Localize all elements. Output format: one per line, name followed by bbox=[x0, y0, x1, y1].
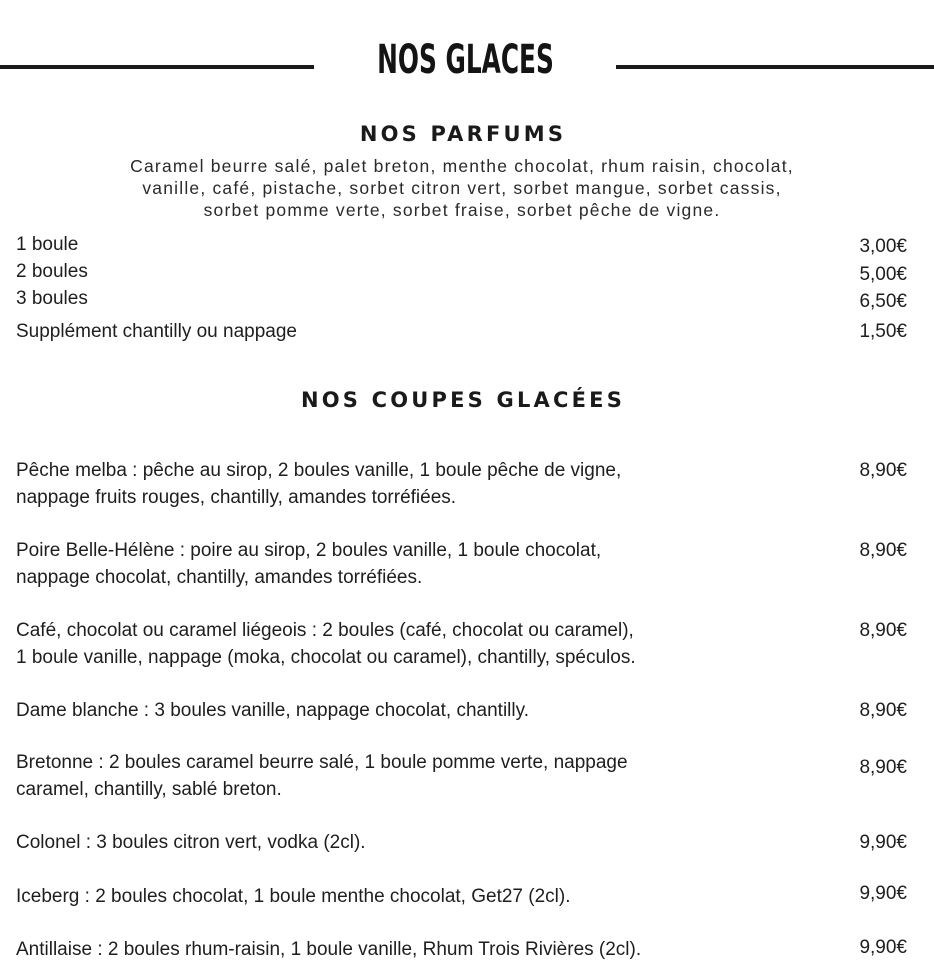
coupe-desc-line: Café, chocolat ou caramel liégeois : 2 boules (café, chocolat ou caramel), bbox=[16, 620, 634, 641]
coupe-price: 8,90€ bbox=[859, 757, 907, 778]
coupe-desc-line: Colonel : 3 boules citron vert, vodka (2cl). bbox=[16, 832, 366, 853]
coupe-desc-line: Dame blanche : 3 boules vanille, nappage chocolat, chantilly. bbox=[16, 700, 529, 721]
flavors-line: Caramel beurre salé, palet breton, menthe chocolat, rhum raisin, chocolat, bbox=[130, 156, 794, 176]
coupe-price: 9,90€ bbox=[859, 883, 907, 904]
coupe-price: 8,90€ bbox=[859, 620, 907, 641]
coupe-price: 8,90€ bbox=[859, 460, 907, 481]
coupe-desc-line: nappage chocolat, chantilly, amandes torréfiées. bbox=[16, 567, 423, 588]
coupe-description bbox=[16, 749, 806, 803]
coupe-description bbox=[16, 457, 806, 511]
coupes-section-title: NOS COUPES GLACÉES bbox=[300, 388, 626, 412]
coupe-price: 8,90€ bbox=[859, 540, 907, 561]
parfum-price: 1,50€ bbox=[859, 321, 907, 342]
parfum-price: 5,00€ bbox=[859, 264, 907, 285]
parfum-label: 1 boule bbox=[16, 234, 79, 255]
page-title: NOS GLACES bbox=[377, 37, 554, 83]
parfum-label: Supplément chantilly ou nappage bbox=[16, 321, 297, 342]
coupe-desc-line: Bretonne : 2 boules caramel beurre salé, 1 boule pomme verte, nappage bbox=[16, 752, 628, 773]
parfums-section-title: NOS PARFUMS bbox=[359, 122, 567, 146]
coupe-desc-line: Antillaise : 2 boules rhum-raisin, 1 boule vanille, Rhum Trois Rivières (2cl). bbox=[16, 939, 642, 960]
coupe-price: 9,90€ bbox=[859, 937, 907, 958]
parfum-price: 6,50€ bbox=[859, 291, 907, 312]
parfum-price: 3,00€ bbox=[859, 236, 907, 257]
coupe-description bbox=[16, 697, 806, 724]
flavors-line: sorbet pomme verte, sorbet fraise, sorbet pêche de vigne. bbox=[203, 200, 721, 220]
coupe-desc-line: caramel, chantilly, sablé breton. bbox=[16, 779, 282, 800]
coupe-desc-line: Pêche melba : pêche au sirop, 2 boules vanille, 1 boule pêche de vigne, bbox=[16, 460, 622, 481]
coupe-desc-line: Poire Belle-Hélène : poire au sirop, 2 boules vanille, 1 boule chocolat, bbox=[16, 540, 602, 561]
parfum-label: 3 boules bbox=[16, 288, 88, 309]
coupe-desc-line: nappage fruits rouges, chantilly, amandes torréfiées. bbox=[16, 487, 457, 508]
coupe-description bbox=[16, 829, 806, 856]
coupe-price: 9,90€ bbox=[859, 832, 907, 853]
coupe-description bbox=[16, 936, 806, 963]
flavors-line: vanille, café, pistache, sorbet citron vert, sorbet mangue, sorbet cassis, bbox=[142, 178, 782, 198]
flavors-list bbox=[0, 155, 924, 221]
coupe-price: 8,90€ bbox=[859, 700, 907, 721]
coupe-description bbox=[16, 883, 806, 910]
coupe-desc-line: Iceberg : 2 boules chocolat, 1 boule menthe chocolat, Get27 (2cl). bbox=[16, 886, 571, 907]
coupe-desc-line: 1 boule vanille, nappage (moka, chocolat ou caramel), chantilly, spéculos. bbox=[16, 647, 636, 668]
coupe-description bbox=[16, 537, 806, 591]
coupe-description bbox=[16, 617, 806, 671]
parfum-label: 2 boules bbox=[16, 261, 88, 282]
title-rule-right bbox=[616, 65, 934, 69]
